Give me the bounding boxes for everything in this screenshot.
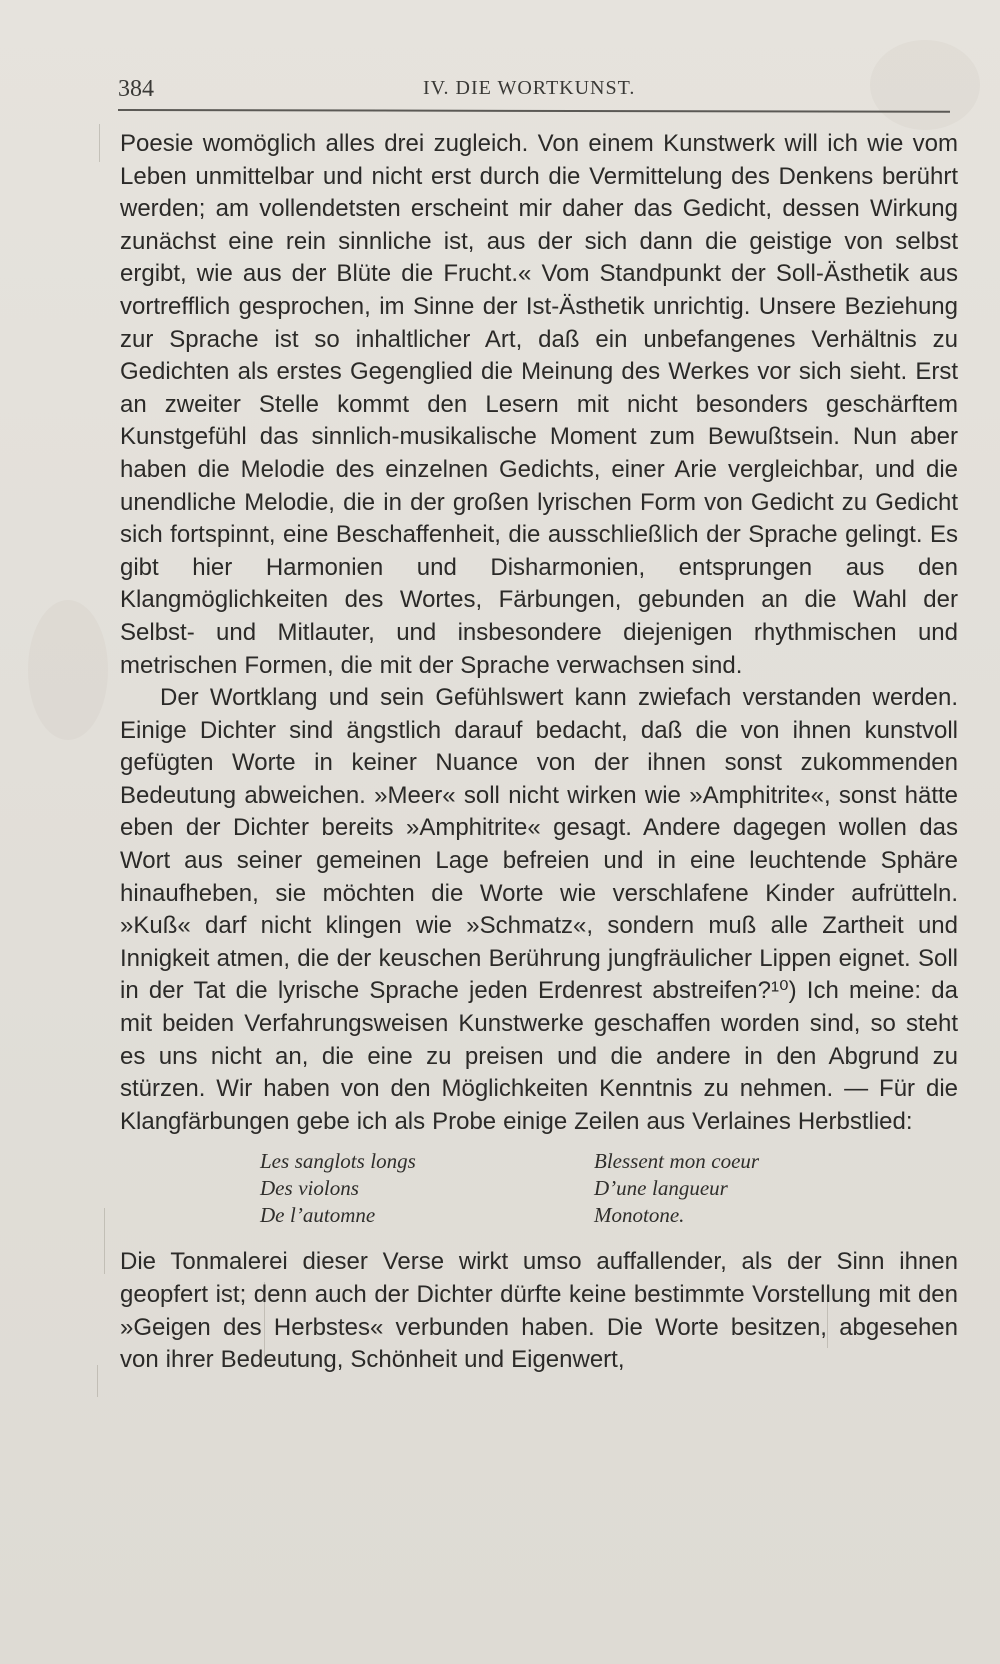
poem-line: Blessent mon coeur <box>594 1149 760 1174</box>
paper-stain <box>28 600 108 740</box>
page-number: 384 <box>118 76 154 102</box>
running-head: IV. DIE WORTKUNST. <box>423 77 636 99</box>
margin-mark <box>104 1208 105 1274</box>
poem-line: Des violons <box>260 1176 359 1201</box>
poem-line: Monotone. <box>594 1203 685 1228</box>
paragraph-3: Die Tonmalerei dieser Verse wirkt umso auffallender, als der Sinn ihnen geopfert ist; denn auch der Dichter dürfte keine bestimmte Vorstellung mit den »Geigen des Herbstes« verbunden haben. Die Worte besitzen, abgesehen von ihrer Bedeutung, Schönheit und Eigenwert, <box>120 1248 958 1374</box>
poem-excerpt <box>260 1148 820 1232</box>
poem-stanza-right <box>594 1148 824 1229</box>
page-header <box>118 72 950 108</box>
paragraph-1: Poesie womöglich alles drei zugleich. Von einem Kunstwerk will ich wie vom Leben unmittelbar und nicht erst durch die Vermittelung des Denkens berührt werden; am vollendetsten erscheint mir daher das Gedicht, dessen Wirkung zunächst eine rein sinnliche ist, aus der sich dann die geistige von selbst ergibt, wie aus der Blüte die Frucht.« Vom Standpunkt der Soll-Ästhetik aus vortrefflich gesprochen, im Sinne der Ist-Ästhetik unrichtig. Unsere Beziehung zur Sprache ist so inhaltlicher Art, daß ein unbefangenes Verhältnis zu Gedichten als erstes Gegenglied die Meinung des Werkes vor sich sieht. Erst an zweiter Stelle kommt den Lesern mit nicht besonders geschärftem Kunstgefühl das sinnlich-musikalische Moment zum Bewußtsein. Nun aber haben die Melodie des einzelnen Gedichts, einer Arie vergleichbar, und die unendliche Melodie, die in der großen lyrischen Form von Gedicht zu Gedicht sich fortspinnt, eine Beschaffenheit, die ausschließlich der Sprache gelingt. Es gibt hier Harmonien und Disharmonien, entsprungen aus den Klangmöglichkeiten des Wortes, Färbungen, gebunden an die Wahl der Selbst- und Mitlauter, und insbesondere diejenigen rhythmischen und metrischen Formen, die mit der Sprache verwachsen sind. <box>120 130 958 679</box>
poem-stanza-left <box>260 1148 490 1229</box>
paragraph-2: Der Wortklang und sein Gefühlswert kann zwiefach verstanden werden. Einige Dichter sind ängstlich darauf bedacht, daß die von ihnen kunstvoll gefügten Worte in keiner Nuance von der ihnen sonst zukommenden Bedeutung abweichen. »Meer« soll nicht wirken wie »Amphitrite«, sonst hätte eben der Dichter bereits »Amphitrite« gesagt. Andere dagegen wollen das Wort aus seiner gemeinen Lage befreien und in eine leuchtende Sphäre hinaufheben, sie möchten die Worte wie verschlafene Kinder aufrütteln. »Kuß« darf nicht klingen wie »Schmatz«, sondern muß alle Zartheit und Innigkeit atmen, die der keuschen Berührung jungfräulicher Lippen eignet. Soll in der Tat die lyrische Sprache jeden Erdenrest abstreifen?¹⁰) Ich meine: da mit beiden Verfahrungsweisen Kunstwerke geschaffen worden sind, so steht es uns nicht an, die eine zu preisen und die andere in den Abgrund zu stürzen. Wir haben von den Möglichkeiten Kenntnis zu nehmen. — Für die Klangfärbungen gebe ich als Probe einige Zeilen aus Verlaines Herbstlied: <box>120 684 958 1135</box>
poem-line: De l’automne <box>260 1203 376 1228</box>
poem-line: D’une langueur <box>594 1176 728 1201</box>
header-rule <box>118 109 950 113</box>
poem-line: Les sanglots longs <box>260 1149 416 1174</box>
body-text <box>120 128 958 1377</box>
margin-mark <box>99 124 100 162</box>
margin-mark <box>97 1365 98 1397</box>
